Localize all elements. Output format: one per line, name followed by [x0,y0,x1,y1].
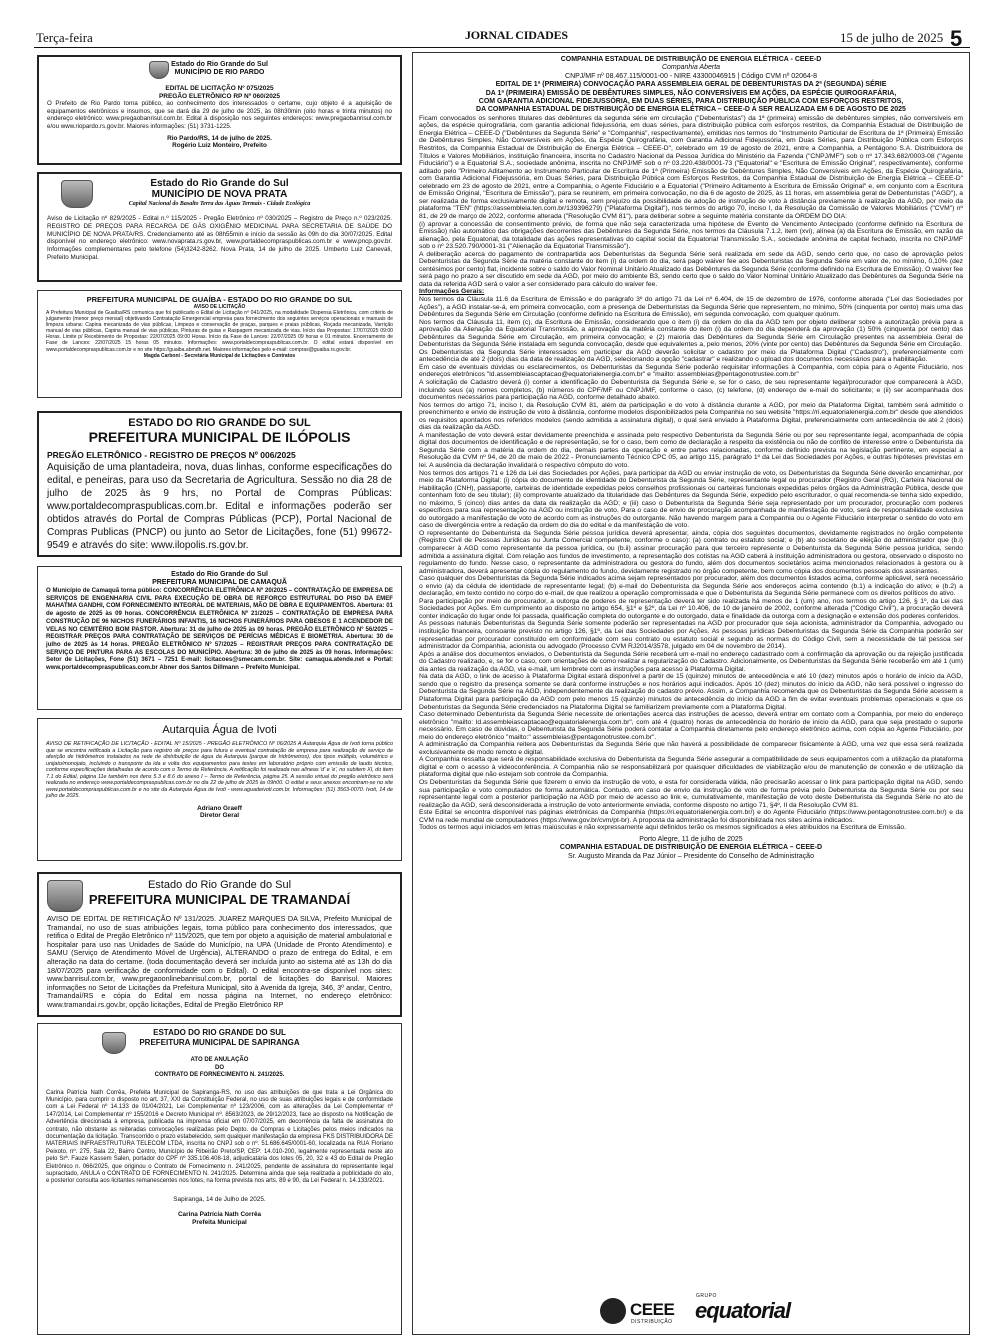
notice-tagline: Capital Nacional do Basalto Terra das Águas Termais - Cidade Ecológica [128,201,311,207]
ceee-paragraph: Informações Gerais: [419,288,485,296]
ceee-closing-signer: Sr. Augusto Miranda da Paz Júnior – Presidente do Conselho de Administração [568,852,814,860]
header-date: 15 de julho de 2025 [840,30,944,45]
notice-signer-role: Prefeita Municipal [192,1218,247,1226]
notice-pregao: PREGÃO ELETRÔNICO - REGISTRO DE PREÇOS Nº 006/2025 [47,450,296,460]
notice-body: Aviso de Licitação nº 829/2025 - Edital n.º 115/2025 - Pregão Eletrônico nº 030/2025 – Registro de Preço n.º 023/2025. REGISTRO DE PREÇOS PARA RECARGA DE GÁS OXIGÊNIO MEDICINAL PARA SECRETARIA DE SAÚDE DO MUNICÍPIO DE NOVA PRATA/RS. Credenciamento até as 08h55min e início da sessão às 09h do dia 30/07/2025. Edital disponível no endereço eletrônico: www.novaprata.rs.gov.br, www.portaldecompraspublicas.com.br e www.pncp.gov.br. Informações complementares pelo telefone (54)3242-8262. Nova Prata, 14 de julho de 2025. Umberto Luiz Canevali, Prefeito Municipal. [47,215,392,261]
notice-nova-prata [37,172,402,282]
notice-municipality: PREFEITURA MUNICIPAL DE CAMAQUÃ [152,579,287,586]
equatorial-logo-text: equatorial [695,1298,791,1323]
notice-sapiranga [37,1023,402,1335]
ceee-edital-line-3: COM GARANTIA ADICIONAL FIDEJUSSÓRIA, EM DUAS SÉRIES, PARA DISTRIBUIÇÃO PÚBLICA COM ESFORÇOS RESTRITOS, [478,98,904,106]
sponsor-logos [600,1293,900,1330]
notice-signer: Carina Patrícia Nath Corrêa [177,1211,262,1219]
notice-guaiba [37,290,402,398]
ceee-company-name: COMPANHIA ESTADUAL DE DISTRIBUIÇÃO DE ENERGIA ELÉTRICA - CEEE-D [560,56,822,63]
header-rule [34,47,970,48]
ceee-paragraph: Este Edital se encontra disponível nas páginas eletrônicas da Companhia (https://ri.equatorialenergia.com.br/) e do Agente Fiduciário (https://www.pentagonotrustee.com.br/) e da CVM na rede mundial de computadores (https://www.gov.br/cvm/pt-br). A proposta da administração foi disponibilizada nos sites acima indicados. [419,809,963,824]
notice-camaqua [37,566,402,710]
ceee-paragraph: As pessoas naturais Debenturistas da Segunda Série somente poderão ser representadas na AGD por procurador que seja acionista, administrador da Companhia, advogado ou instituição financeira, consoante previsto no artigo 126, §1º, da Lei das Sociedades por Ações. As pessoas jurídicas Debenturistas da Segunda Série da Companhia poderão ser representadas por procurador constituído em conformidade com seu contrato ou estatuto social e segundo as normas do Código Civil, sem a necessidade de tal pessoa ser administrador da Companhia, acionista ou advogado (Processo CVM RJ2014/3578, julgado em 04 de novembro de 2014). [419,620,963,651]
ceee-paragraph: Todos os termos aqui iniciados em letras maiúsculas e não expressamente aqui definidos terão os mesmos significados a eles atribuídos na Escritura de Emissão. [419,824,906,832]
notice-signer-role: Diretor Geral [199,812,240,820]
page-number: 5 [950,26,963,51]
ceee-logo-icon [600,1298,626,1324]
ceee-paragraph: Nos termos da Cláusula 11.6 da Escritura de Emissão e do parágrafo 3º do artigo 71 da Lei nº 6.404, de 15 de dezembro de 1976, conforme alterada ("Lei das Sociedades por Ações"), a AGD instalar-se-á, em primeira convocação, com a presença de Debenturistas da Segunda Série que representem, no mínimo, 50% (cinquenta por cento) mais uma das Debêntures da Segunda Série em Circulação (conforme definido na Escritura de Emissão), em segunda convocação, com qualquer quórum. [419,295,963,319]
notice-ceee [412,52,970,1335]
notice-municipality: MUNICÍPIO DE NOVA PRATA [151,189,288,200]
notice-state: Estado do Rio Grande do Sul [171,61,268,68]
notice-state: Estado do Rio Grande do Sul [150,178,289,189]
ceee-paragraph: (i) aprovar a concessão de consentimento prévio, de forma que não seja caracterizada uma hipótese de Evento de Vencimento Antecipado (conforme definido na Escritura de Emissão) não automático das obrigações decorrentes das Debêntures da Segunda Série, nos termos da Cláusula 7.1.2, item (xvi), alínea (a) da Escritura de Emissão, em razão da alienação, pela Equatorial, da totalidade das ações representativas do capital social da Equatorial Transmissão S.A., sociedade anônima de capital fechado, inscrita no CNPJ/MF sob o nº 23.520.790/0001-31 ("Alienação da Equatorial Transmissão"). [419,220,963,251]
coat-of-arms-icon [102,1032,126,1054]
header-day: Terça-feira [36,30,93,45]
notice-act-title: ATO DE ANULAÇÃO [190,1057,249,1063]
notice-signer: Magda Carboni - Secretária Municipal de Licitações e Contratos [143,352,296,359]
ceee-paragraph: O representante do Debenturista da Segunda Série pessoa jurídica deverá apresentar, ainda, cópia dos seguintes documentos, devidamente registrados no órgão competente (Registro Civil de Pessoas Jurídicas ou Junta Comercial competente, conforme o caso): (a) contrato ou estatuto social; e (b) ato societário de eleição do administrador que (b.i) comparecer à AGD como representante da pessoa jurídica, ou (b.ii) assinar procuração para que terceiro represente o Debenturista da Segunda Série pessoa jurídica, sendo admitida a assinatura digital. Com relação aos fundos de investimento, a representação dos cotistas na AGD caberá à instituição administradora ou gestora, observado o disposto no regulamento do fundo. Nesse caso, o representante da administradora ou gestora do fundo, além dos documentos societários acima mencionados relacionados à gestora ou à administradora, deverá apresentar cópia do regulamento do fundo, devidamente registrado no órgão competente, bem como cópia dos documentos pessoais dos assinantes. [419,529,963,575]
notice-municipality: PREFEITURA MUNICIPAL DE SAPIRANGA [139,1037,300,1047]
ceee-paragraph: Em caso de eventuais dúvidas ou esclarecimentos, os Debenturistas da Segunda Série poderão requisitar informações à Companhia, com cópia para o Agente Fiduciário, nos endereços eletrônicos "ld.assembleiascaptacao@equatorialenergia.com.br" e "mailto: assembleias@pentagonotrustee.com.br" [419,363,963,379]
ceee-paragraph: Nos termos dos artigos 71 e 126 da Lei das Sociedades por Ações, para participar da AGD ou enviar instrução de voto, os Debenturistas da Segunda Série deverão encaminhar, por meio da Plataforma Digital: (i) cópia do documento de identidade do Debenturista da Segunda Série, representante legal ou procurador (Registro Geral (RG), Carteira Nacional de Habilitação (CNH), passaporte, carteiras de identidade expedidas pelos conselhos profissionais ou carteiras funcionais expedidas pelos órgãos da Administração Pública, desde que contenham foto de seu titular); (ii) comprovante atualizado da titularidade das Debêntures da Segunda Série, expedido pelo escriturador, o qual recomenda-se tenha sido expedido, no máximo, 5 (cinco) dias antes da data da realização da AGD; e (iii) caso o Debenturista da Segunda Série seja representado por um procurador, procuração com poderes específicos para sua representação na AGD ou instrução de voto. Para o caso de envio de procuração acompanhada de manifestação de voto, será de responsabilidade exclusiva do outorgado a manifestação de voto de acordo com as instruções do outorgante. Não havendo margem para a Companhia ou o Agente Fiduciário interpretar o sentido do voto em caso de divergência entre a redação da ordem do dia do edital e da manifestação de voto. [419,469,963,530]
equatorial-logo-sub: GRUPO [696,1293,717,1299]
notice-title: PREFEITURA MUNICIPAL DE GUAÍBA - ESTADO DO RIO GRANDE DO SUL [86,295,353,304]
ceee-paragraph: Os Debenturistas da Segunda Série que fizerem o envio da instrução de voto, e esta for considerada válida, não precisarão acessar o link para participação digital na AGD, sendo sua participação e voto computados de forma automática. Contudo, em caso de envio da instrução de voto de forma prévia pelo Debenturista da Segunda Série ou por seu representante legal com a posterior participação na AGD por meio de acesso ao link e, cumulativamente, manifestação de voto deste Debenturista da Segunda Série no ato de realização da AGD, será desconsiderada a instrução de voto anteriormente enviada, conforme disposto no artigo 71, §4º, II da Resolução CVM 81. [419,778,963,809]
notice-place-date: Sapiranga, 14 de Julho de 2025. [173,1195,266,1203]
ceee-paragraph: Após a análise dos documentos enviados, o Debenturista da Segunda Série receberá um e-mail no endereço cadastrado com a confirmação da aprovação ou da rejeição justificada do Cadastro realizado, e, se for o caso, com orientações de como realizar a regularização do Cadastro. Adicionalmente, os Debenturistas da Segunda Série receberão em até 1 (um) dia antes da realização da AGD, via e-mail, um lembrete com as instruções para acesso à Plataforma Digital. [419,650,963,673]
notice-body: Carina Patrícia Nath Corrêa, Prefeita Municipal de Sapiranga-RS, no uso das atribuições de que trata a Lei Orgânica do Município, para cumprir o disposto no art. 37, XXI da Constituição Federal, no uso de suas atribuições legais e de conformidade com a Lei Federal nº 14.133 de 01/04/2021, Lei Complementar nº 123/2006, com as alterações da Lei Complementar nº 147/2014, Lei Complementar nº 155/2016 e Decreto Municipal nº. 8563/2023, de 29/12/2023, face ao disposto na Notificação de Advertência direcionada à empresa, publicada na imprensa oficial em 07/07/2025, em decorrência da falta de assinatura do contrato, não obstante as reiteradas convocações realizadas pelo Depto. de Compras e Licitações pelos meios indicados na documentação da licitação. Transcorrido o prazo estabelecido, sem qualquer manifestação da empresa FKS DISTRIBUIDORA DE MATERIAIS INFRAESTRUTURA TELECOM LTDA, inscrita no CNPJ sob o nº. 51.686.645/0001-60, localizada na RUA Floriano Peixoto, nº. 275, Sala 22, Bairro Centro, Município de Ribeirão Preto/SP, CEP: 14.010-200, legalmente representada neste ato pelo Srª. Fauze Kassem Salen, portador do CPF nº 335.106.408-18, adjudicatária dos lotes 05, 20, 32 e 43 do Edital de Pregão Eletrônico n. 066/2025, que originou o Contrato de Fornecimento n. 241/2025, pendente de assinatura do representante legal supracitado, ANULA o CONTRATO DE FORNECIMENTO N. 241/2025. Determina ainda que seja realizada a publicidade do ato, e posterior consulta aos licitantes remanescentes nos lotes, na forma prevista nos arts. 89 e 90, da Lei Federal n. 14.133/2021. [46,1089,393,1185]
notice-ilopolis [37,411,402,557]
ceee-paragraph: Ficam convocados os senhores titulares das debêntures da segunda série em circulação ("Debenturistas") da 1ª (primeira) emissão de debêntures simples, não conversíveis em ações, da espécie quirografária, com garantia adicional fidejussória, em duas séries, para distribuição pública com esforços restritos, da Companhia Estadual de Distribuição de Energia Elétrica – CEEE-D ("Debêntures da Segunda Série" e "Companhia", respectivamente), emitidas nos termos do "Instrumento Particular de Escritura de 1ª (Primeira) Emissão de Debêntures Simples, Não Conversíveis em Ações, da Espécie Quirografária, com Garantia Adicional Fidejussória, em Duas Séries, para Distribuição Pública com Esforços Restritos, da Companhia Estadual de Distribuição de Energia Elétrica – CEEE-D", celebrado em 19 de agosto de 2021, entre a Companhia, a Pentágono S.A. Distribuidora de Títulos e Valores Mobiliários, instituição financeira, inscrita no Cadastro Nacional da Pessoa Jurídica do Ministério da Fazenda ("CNPJ/MF") sob o nº 17.343.682/0003-08 ("Agente Fiduciário") e a Equatorial S.A., sociedade anônima, inscrita no CNPJ/MF sob o nº 03.220.438/0001-73 ("Equatorial" e "Escritura de Emissão Original", respectivamente), conforme aditado pelo "Primeiro Aditamento ao Instrumento Particular de Escritura de 1ª (Primeira) Emissão de Debêntures Simples, Não Conversíveis em Ações, da Espécie Quirografária, com Garantia Adicional Fidejussória, em Duas Séries, para Distribuição Pública com Esforços Restritos, da Companhia Estadual de Distribuição de Energia Elétrica – CEEE-D" celebrado em 23 de agosto de 2021, entre a Companhia, o Agente Fiduciário e a Equatorial ("Primeiro Aditamento à Escritura de Emissão Original" e, em conjunto com a Escritura de Emissão Original, "Escritura de Emissão"), para se reunirem, em primeira convocação, no dia 6 de agosto de 2025, às 11 horas, em assembleia geral de Debenturistas ("AGD"), a ser realizada de forma exclusivamente digital e remota, sem prejuízo da possibilidade de adoção de instrução de voto à distância previamente à realização da AGD, por meio da plataforma "TEN" (https://assembleia.ten.com.br/139396279) ("Plataforma Digital"), nos termos do artigo 70, inciso I, da Resolução da Comissão de Valores Mobiliários ("CVM") nº 81, de 29 de março de 2022, conforme alterada ("Resolução CVM 81"), para deliberar sobre a seguinte matéria constante da ORDEM DO DIA: [419,114,963,220]
ceee-paragraph: Para participação por meio de procurador, a outorga de poderes de representação deverá ter sido realizada há menos de 1 (um) ano, nos termos do artigo 126, § 1º, da Lei das Sociedades por Ações. Em cumprimento ao disposto no artigo 654, §1º e §2º, da Lei nº 10.406, de 10 de janeiro de 2002, conforme alterada ("Código Civil"), a procuração deverá conter indicação do lugar onde foi passada, qualificação completa do outorgante e do outorgado, data e finalidade da outorga com a designação e extensão dos poderes conferidos. [419,597,963,620]
ceee-logo-sub: DISTRIBUIÇÃO [631,1319,673,1325]
ceee-paragraph: A administração da Companhia reitera aos Debenturistas da Segunda Série que não haverá a possibilidade de comparecer fisicamente à AGD, uma vez que essa será realizada exclusivamente de modo remoto e digital. [419,741,963,756]
notice-body: AVISO DE EDITAL DE RETIFICAÇÃO Nº 131/2025. JUAREZ MARQUES DA SILVA, Prefeito Municipal de Tramandaí, no uso de suas atribuições legais, torna público para conhecimento dos interessados, que retifica o Edital de Pregão Eletrônico nº 115/2025, que tem por objeto a aquisição de material ambulatorial e hospitalar para uso nas Unidades de Saúde do Município, na UPA (Unidade de Pronto Atendimento) e SAMU (Serviço de Atendimento Móvel de Urgência), ALTERANDO o prazo de entrega do Edital, e em alteração na data do certame. (toda documentação deverá ser incluída junto ao sistema até as 13h do dia 18/07/2025 para verificação de conformidade com o Edital). O edital encontra-se disponível nos sites: www.banrisul.com.br, www.pregaoonlinebanrisul.com.br, portal de licitações do Banrisul. Maiores informações no Setor de Licitações da Prefeitura Municipal, sito à Avenida da Igreja, 346, 3º andar, Centro, Tramandaí/RS e cópia do Edital em nossa página na Internet, no endereço eletrônico: www.tramandai.rs.gov.br, opção licitações, Edital de Pregão Eletrônico RP [47,914,392,1009]
ceee-edital-line-1: EDITAL DE 1ª (PRIMEIRA) CONVOCAÇÃO PARA ASSEMBLEIA GERAL DE DEBENTURISTAS DA 2ª (SEGUNDA) SÉRIE [495,81,887,89]
notice-place-date: Rio Pardo/RS, 14 de julho de 2025. [167,134,272,142]
ceee-paragraph: Nos termos da Cláusula 11, item (c), da Escritura de Emissão, considerando que o item (i) da ordem do dia da AGD tem por objeto deliberar sobre a autorização prévia para a aprovação da Alienação da Equatorial Transmissão, a aprovação da matéria constante do item (i) da ordem do dia dependerá da aprovação (1) 50% (cinquenta por cento) das Debêntures da Segunda Série em Circulação, em primeira convocação; e (2) maioria das Debêntures da Segunda Série em Circulação presentes na assembleia Geral de Debenturistas da Segunda Série instalada em segunda convocação, desde que equivalentes a, pelo menos, 20% (vinte por cento) das Debêntures da Segunda Série em Circulação. [419,318,963,349]
coat-of-arms-icon [61,180,93,208]
notice-body: AVISO DE RETIFICAÇÃO DE LICITAÇÃO - EDITAL Nº 15/2025 - PREGÃO ELETRÔNICO Nº 06/2025 A Autarquia Água de Ivoti torna público que se encontra retificada a Licitação para registro de preços para futura e eventual contratação de empresa para realização de serviço de aferição de hidrômetros instalados na rede de distribuição de água da Autarquia (parque de hidrômetros), dos tipos múltiplo, volumétrico e unijato/monojato, incluindo o transporte da ida e volta dos equipamentos para testes em laboratório próprio com emissão de laudo técnico, conforme especificações detalhadas de acordo com o Termo de Referência. A retificação foi realizada nas alíneas 'd' e 'e', no subitem XI, do item 7.1 do Edital, página 11e também nos itens 5.3 e 8.6 do anexo I – Termo de Referência, página 25. A sessão virtual do pregão eletrônico será realizada no endereço www.portaldecompraspublicas.com.br no dia 22 de julho de 2025 às 09h00. O edital e seus anexos encontram-se no site www.portaldecompraspublicas.com.br e no site da Autarquia Água de Ivoti - www.aguadeivoti.com.br. Informações: (51) 3563-0070. Ivoti, 14 de julho de 2025. [46,741,393,799]
notice-act-contract: CONTRATO DE FORNECIMENTO N. 241/2025. [154,1072,285,1078]
page-header [0,0,1003,51]
ceee-paragraph: A deliberação acerca do pagamento de contrapartida aos Debenturistas da Segunda Série será realizada em sede da AGD, sendo certo que, no caso de aprovação pelos Debenturistas da Segunda Série da matéria constante do item (i) da ordem do dia, será pago waiver fee aos Debenturistas da Segunda Série em valor de, no mínimo, 0,10% (dez centésimos por cento) flat, incidente sobre o saldo do Valor Nominal Unitário Atualizado das Debêntures da Segunda Série (conforme definido na Escritura de Emissão). O waiver fee será pago no prazo a ser discutido em sede da AGD, por meio do ambiente B3, sendo certo que o saldo do Valor Nominal Unitário Atualizado das Debêntures da Segunda Série na data da referida AGD será o valor a ser considerado para cálculo do waiver fee. [419,250,963,288]
ceee-company-type: Companhia Aberta [661,64,721,72]
notice-tramandai [37,872,402,1017]
notice-title: Autarquia Água de Ivoti [162,724,277,736]
ceee-paragraph: A manifestação de voto deverá estar devidamente preenchida e assinada pelo respectivo Debenturista da Segunda Série ou por seu representante legal, acompanhada de cópia digital dos documentos de identificação e de representação, se for o caso, bem como de declaração a respeito da existência ou não de conflito de interesse entre o Debenturista da Segunda Série com a matéria da ordem do dia, demais partes da operação e entre partes relacionadas, conforme definido prevista na legislação pertinente, em especial a Resolução da CVM nº 94, de 20 de maio de 2022 - Pronunciamento Técnico CPC 05, ao artigo 115, parágrafo 1º da Lei das Sociedades por Ações, e outras hipóteses previstas em lei. A ausência da declaração invalidará o respectivo cômputo do voto. [419,431,963,469]
notice-state: ESTADO DO RIO GRANDE DO SUL [128,417,311,429]
ceee-place-date: Porto Alegre, 11 de julho de 2025 [639,835,743,843]
ceee-paragraph: A solicitação de Cadastro deverá (i) conter a identificação do Debenturista da Segunda Série e, se for o caso, de seu representante legal/procurador que comparecerá à AGD, incluindo seus (a) nomes completos, (b) números do CPF/MF ou CNPJ/MF, conforme o caso, (c) telefone, (d) endereço de e-mail do solicitante; e (ii) ser acompanhada dos documentos necessários para participação na AGD, conforme detalhado abaixo. [419,378,963,402]
notice-state: Estado do Rio Grande do Sul [171,571,268,578]
ceee-paragraphs [419,115,963,832]
notice-municipality: PREFEITURA MUNICIPAL DE ILÓPOLIS [88,429,351,445]
ceee-paragraph: Caso determinado Debenturista da Segunda Série necessite de orientações acerca das instruções de acesso, deverá entrar em contato com a Companhia, por meio do endereço eletrônico "mailto: ld.assembleiascaptacao@equatorialenergia.com.br", com até 4 (quatro) horas de antecedência do horário de início da AGD, para que seja prestado o suporte necessário. Em caso de dúvidas, o Debenturista da Segunda Série poderá contatar a Companhia diretamente pelo endereço eletrônico acima, com cópia ao Agente Fiduciário, por meio do endereço eletrônico "mailto:" assembleias@pentagonotrustee.com.br". [419,711,963,741]
notice-body: Aquisição de uma plantadeira, nova, duas linhas, conforme especificações do edital, e peneiras, para uso da Secretaria de Agricultura. Sessão no dia 28 de julho de 2025 às 9 hrs, no Portal de Compras Públicas: www.portaldecompraspublicas.com.br. Edital e informações poderão ser obtidos através do Portal de Compras Públicas (PCP), Portal Nacional de Compras Publicas (PNCP) ou junto ao Setor de Licitações, fone (51) 99672-9549 e através do site: www.ilopolis.rs.gov.br. [47,462,392,551]
ceee-closing-company: COMPANHIA ESTADUAL DE DISTRIBUIÇÃO DE ENERGIA ELÉTRICA – CEEE-D [559,844,823,852]
newspaper-logo: JORNAL CIDADES [465,28,568,42]
notice-body: O Município de Camaquã torna público: CONCORRÊNCIA ELETRÔNICA Nº 20/2025 – CONTRATAÇÃO DE EMPRESA DE SERVIÇOS DE ENGENHARIA CIVIL PARA EXECUÇÃO DE OBRA DE REFORÇO ESTRUTURAL DO PISO DA EMEF MAHATMA GANDHI, COM FORNECIMENTO INTEGRAL DE MATERIAIS, MÃO DE OBRA E EQUIPAMENTOS. Abertura: 01 de agosto de 2025 às 09 horas. CONCORRÊNCIA ELETRÔNICA Nº 21/2025 – CONTRATAÇÃO DE EMPRESA PARA CONSTRUÇÃO DE 96 NICHOS FUNERÁRIOS INFANTIS, 16 NICHOS FUNERÁRIOS PARA OBESOS E 1 ACENDEDOR DE VELAS NO CEMITÉRIO BOM PASTOR. Abertura: 31 de julho de 2025 às 09 horas. PREGÃO ELETRÔNICO Nº 56/2025 – REGISTRAR PREÇOS PARA CONTRATAÇÃO DE SERVIÇOS DE PERÍCIAS MÉDICAS E BIOMETRIA. Abertura: 30 de julho de 2025 às 14 horas. PREGÃO ELETRÔNICO Nº 57/2025 – REGISTRAR PREÇOS PARA CONTRATAÇÃO DE SERVIÇO DE PINTURA PARA AS ESCOLAS DO MUNICÍPIO. Abertura: 30 de julho de 2025 às 09 horas. Informações: Setor de Licitações, Fone (51) 3671 – 7251 E-mail: licitacoes@smecam.com.br. Site: camaqua.atende.net e Portal: www.portaldecompraspublicas.com.br Abner dos Santos Dillmann – Prefeito Municipal. [46,587,393,672]
notice-edital: EDITAL DE LICITAÇÃO Nº 075/2025 [165,85,274,92]
notice-subtitle: AVISO DE LICITAÇÃO [193,304,246,310]
notice-state: ESTADO DO RIO GRANDE DO SUL [153,1028,286,1037]
ceee-paragraph: Nos termos do artigo 71, inciso I, da Resolução CVM 81, além da participação e do voto à distância durante a AGD, por meio da Plataforma Digital, também será admitido o preenchimento e envio de instrução de voto à distância, conforme modelos disponibilizados pela Companhia no seu website "https://ri.equatorialenergia.com.br" desde que atendidos os requisitos apontados nos referidos modelos (sendo admitida a assinatura digital), o qual será enviado à Plataforma Digital, preferencialmente com antecedência de até 2 (dois) dias da realização da AGD. [419,401,963,432]
notice-pregao: PREGÃO ELETRÔNICO RP Nº 060/2025 [158,92,281,100]
ceee-logo-text: CEEE [630,1300,675,1319]
ceee-paragraph: Na data da AGD, o link de acesso à Plataforma Digital estará disponível a partir de 15 (quinze) minutos de antecedência e até 10 (dez) minutos após o horário de início da AGD, sendo que o registro da presença somente se dará conforme instruções e nos horários aqui indicados. Após 10 (dez) minutos do início da AGD, não será possível o ingresso do Debenturista da Segunda Série na AGD, independentemente da realização do cadastro prévio. Assim, a Companhia recomenda que os Debenturistas da Segunda Série acessem a Plataforma Digital para participação da AGD com pelo menos 15 (quinze) minutos de antecedência do início da AGD a fim de evitar eventuais problemas operacionais e que os Debenturistas da Segunda Série credenciados na Plataforma Digital se familiarizem previamente com a Plataforma Digital. [419,673,963,711]
notice-rio-pardo [37,55,402,165]
ceee-paragraph: Os Debenturistas da Segunda Série interessados em participar da AGD deverão solicitar o cadastro por meio da Plataforma Digital ("Cadastro"), preferencialmente com antecedência de até 2 (dois) dias da data de realização da AGD, selecionando a opção "cadastrar" e realizando o upload dos documentos necessários para a habilitação. [419,348,963,364]
notice-municipality: PREFEITURA MUNICIPAL DE TRAMANDAÍ [88,892,351,907]
notice-state: Estado do Rio Grande do Sul [147,879,292,891]
ceee-registry: CNPJ/MF nº 08.467.115/0001-00 - NIRE 43300046915 | Código CVM nº 02064-8 [565,72,817,80]
notice-body: O Prefeito de Rio Pardo torna público, ao conhecimento dos interessados o certame, cujo objeto é a aquisição de equipamentos eletrônicos e insumos, que se dará dia 29 de julho de 2025, às 08h30min (oito horas e trinta minutos) no endereço eletrônico: www.pregaobanrisul.com.br. Edital à disposição nos seguintes endereços: www.pregaobanrisul.com.br e/ou www.riopardo.rs.gov.br. Maiores informações: (51) 3731-1225. [47,100,392,130]
coat-of-arms-icon [47,880,83,912]
ceee-paragraph: A Companhia ressalta que será de responsabilidade exclusiva do Debenturista da Segunda Série assegurar a compatibilidade de seus equipamentos com a utilização da plataforma digital e com o acesso à videoconferência. A Companhia não se responsabilizará por quaisquer dificuldades de viabilização e/ou de manutenção de conexão e de utilização da plataforma digital que não estejam sob controle da Companhia. [419,756,963,779]
notice-municipality: MUNICÍPIO DE RIO PARDO [174,69,265,76]
notice-body: A Prefeitura Municipal de Guaíba/RS comunica que foi publicado o Edital de Licitação nº 041/2025, na modalidade Dispensa Eletrônica, com critério de julgamento (menor preço mensal) objetivando Contratação Emergencial empresa para fornecimento dos seguintes serviços operacionais e manuais de limpeza urbana: Capina mecanizada de vias públicas, Limpeza e conservação de praças, parques e praias públicas, Roçada mecanizada, Varrição manual de vias públicas, Capina manual de vias públicas, Pinturas de guias e Raspagem mecanizada de vias. Início das Propostas: 17/07/2025 09:00 Horas. Limite p/ Recebimento de Propostas: 22/07/2025 09:00 Horas. Início da Fase de Lances: 22/07/2025 09 horas e 01 minutos. Encerramento de Fase de Lances: 22/07/2025 15 horas 05 minutos. Informações: www.portaldecompraspublicas.com.br. O edital estará disponível em www.portaldecompraspublicas.com.br e no site https://guaiba.abmdh.net. Maiores informações pelo e-mail: compras@guaiba.rs.gov.br. [46,310,393,353]
notice-act-do: DO [215,1064,224,1071]
notice-signer: Adriano Graeff [197,804,242,812]
ceee-edital-line-2: DA 1ª (PRIMEIRA) EMISSÃO DE DEBÊNTURES SIMPLES, NÃO CONVERSÍVEIS EM AÇÕES, DA ESPÉCIE QUIROGRAFÁRIA, [485,89,897,97]
notice-ivoti [37,718,402,861]
ceee-edital-line-4: DA COMPANHIA ESTADUAL DE DISTRIBUIÇÃO DE ENERGIA ELÉTRICA – CEEE-D A SER REALIZADA EM 6 DE AGOSTO DE 2025 [476,106,906,114]
ceee-paragraph: Caso qualquer dos Debenturistas da Segunda Série indicados acima sejam representados por procurador, além dos documentos listados acima, conforme aplicável, será necessário o envio (a) da cédula de identidade de representante legal; (b) e-mail do Debenturista da Segunda Série aos endereços acima contendo (b.1) a indicação do ativo; e (b.2) a declaração, em texto contido no corpo do e-mail, de que realizou a operação compromissada e que o Debenturista da Segunda Série permanece com os direitos políticos do ativo. [419,575,963,598]
notice-signer: Rogério Luiz Monteiro, Prefeito [172,142,267,150]
